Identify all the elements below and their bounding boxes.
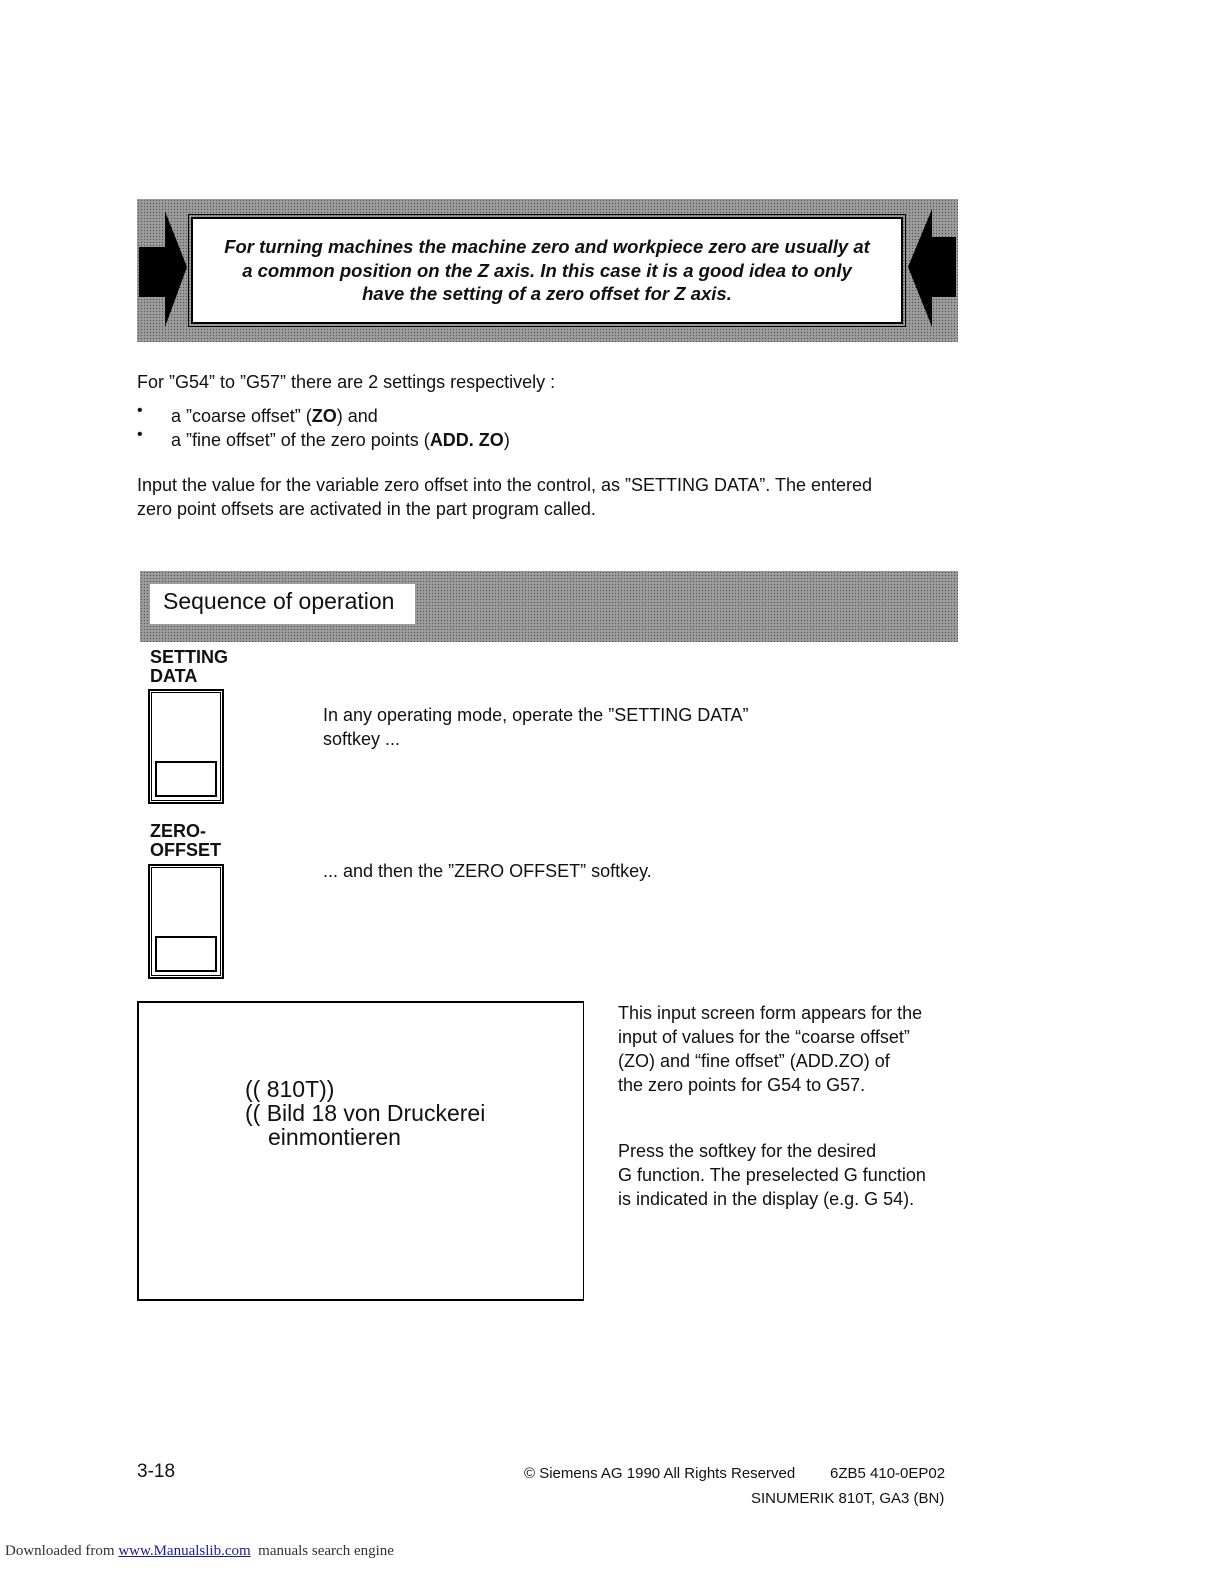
- setting-data-softkey[interactable]: [148, 689, 224, 804]
- placeholder-text: (( 810T)) (( Bild 18 von Druckerei einmontieren: [245, 1076, 486, 1150]
- softkey-label-zero-offset: ZERO- OFFSET: [150, 821, 221, 860]
- bullet-dot: •: [137, 402, 143, 419]
- manualslib-link[interactable]: www.Manualslib.com: [118, 1543, 251, 1559]
- softkey-instruction: Press the softkey for the desired G function. The preselected G function is indicated in the display (e.g. G 54).: [618, 1141, 926, 1209]
- document-code: 6ZB5 410-0EP02: [830, 1465, 946, 1482]
- sequence-header: [140, 571, 958, 642]
- copyright: © Siemens AG 1990 All Rights Reserved: [524, 1465, 796, 1482]
- note-line-1: For turning machines the machine zero and workpiece zero are usually at: [224, 236, 870, 258]
- softkey-label-setting-data: SETTING DATA: [150, 647, 229, 686]
- step-1-text: In any operating mode, operate the ”SETTING DATA” softkey ...: [323, 705, 749, 749]
- page-number: 3-18: [137, 1461, 176, 1482]
- screen-form-placeholder: [137, 1001, 584, 1301]
- arrow-left-icon: [906, 199, 956, 342]
- step-2-text: ... and then the ”ZERO OFFSET” softkey.: [323, 861, 652, 881]
- note-line-2: a common position on the Z axis. In this case it is a good idea to only: [242, 259, 852, 281]
- note-box: [137, 199, 958, 342]
- note-line-3: have the setting of a zero offset for Z axis.: [362, 283, 732, 305]
- sequence-title: Sequence of operation: [150, 584, 415, 624]
- bullet-item-1: a ”coarse offset” (ZO) and: [171, 406, 378, 426]
- arrow-right-icon: [139, 199, 189, 342]
- download-notice: Downloaded from www.Manualslib.com manuals search engine: [5, 1543, 394, 1559]
- softkey-button-face: [155, 761, 217, 797]
- input-paragraph: Input the value for the variable zero offset into the control, as ”SETTING DATA”. The entered zero point offsets are activated in the part program called.: [137, 475, 873, 519]
- note-content: [191, 217, 903, 324]
- intro-text: For ”G54” to ”G57” there are 2 settings respectively :: [137, 372, 556, 392]
- bullet-dot: •: [137, 426, 143, 443]
- screen-description: This input screen form appears for the input of values for the “coarse offset” (ZO) and “fine offset” (ADD.ZO) of the zero points for G54 to G57.: [618, 1003, 923, 1095]
- softkey-button-face: [155, 936, 217, 972]
- bullet-item-2: a ”fine offset” of the zero points (ADD. ZO): [171, 430, 510, 450]
- product-name: SINUMERIK 810T, GA3 (BN): [751, 1490, 945, 1507]
- zero-offset-softkey[interactable]: [148, 864, 224, 979]
